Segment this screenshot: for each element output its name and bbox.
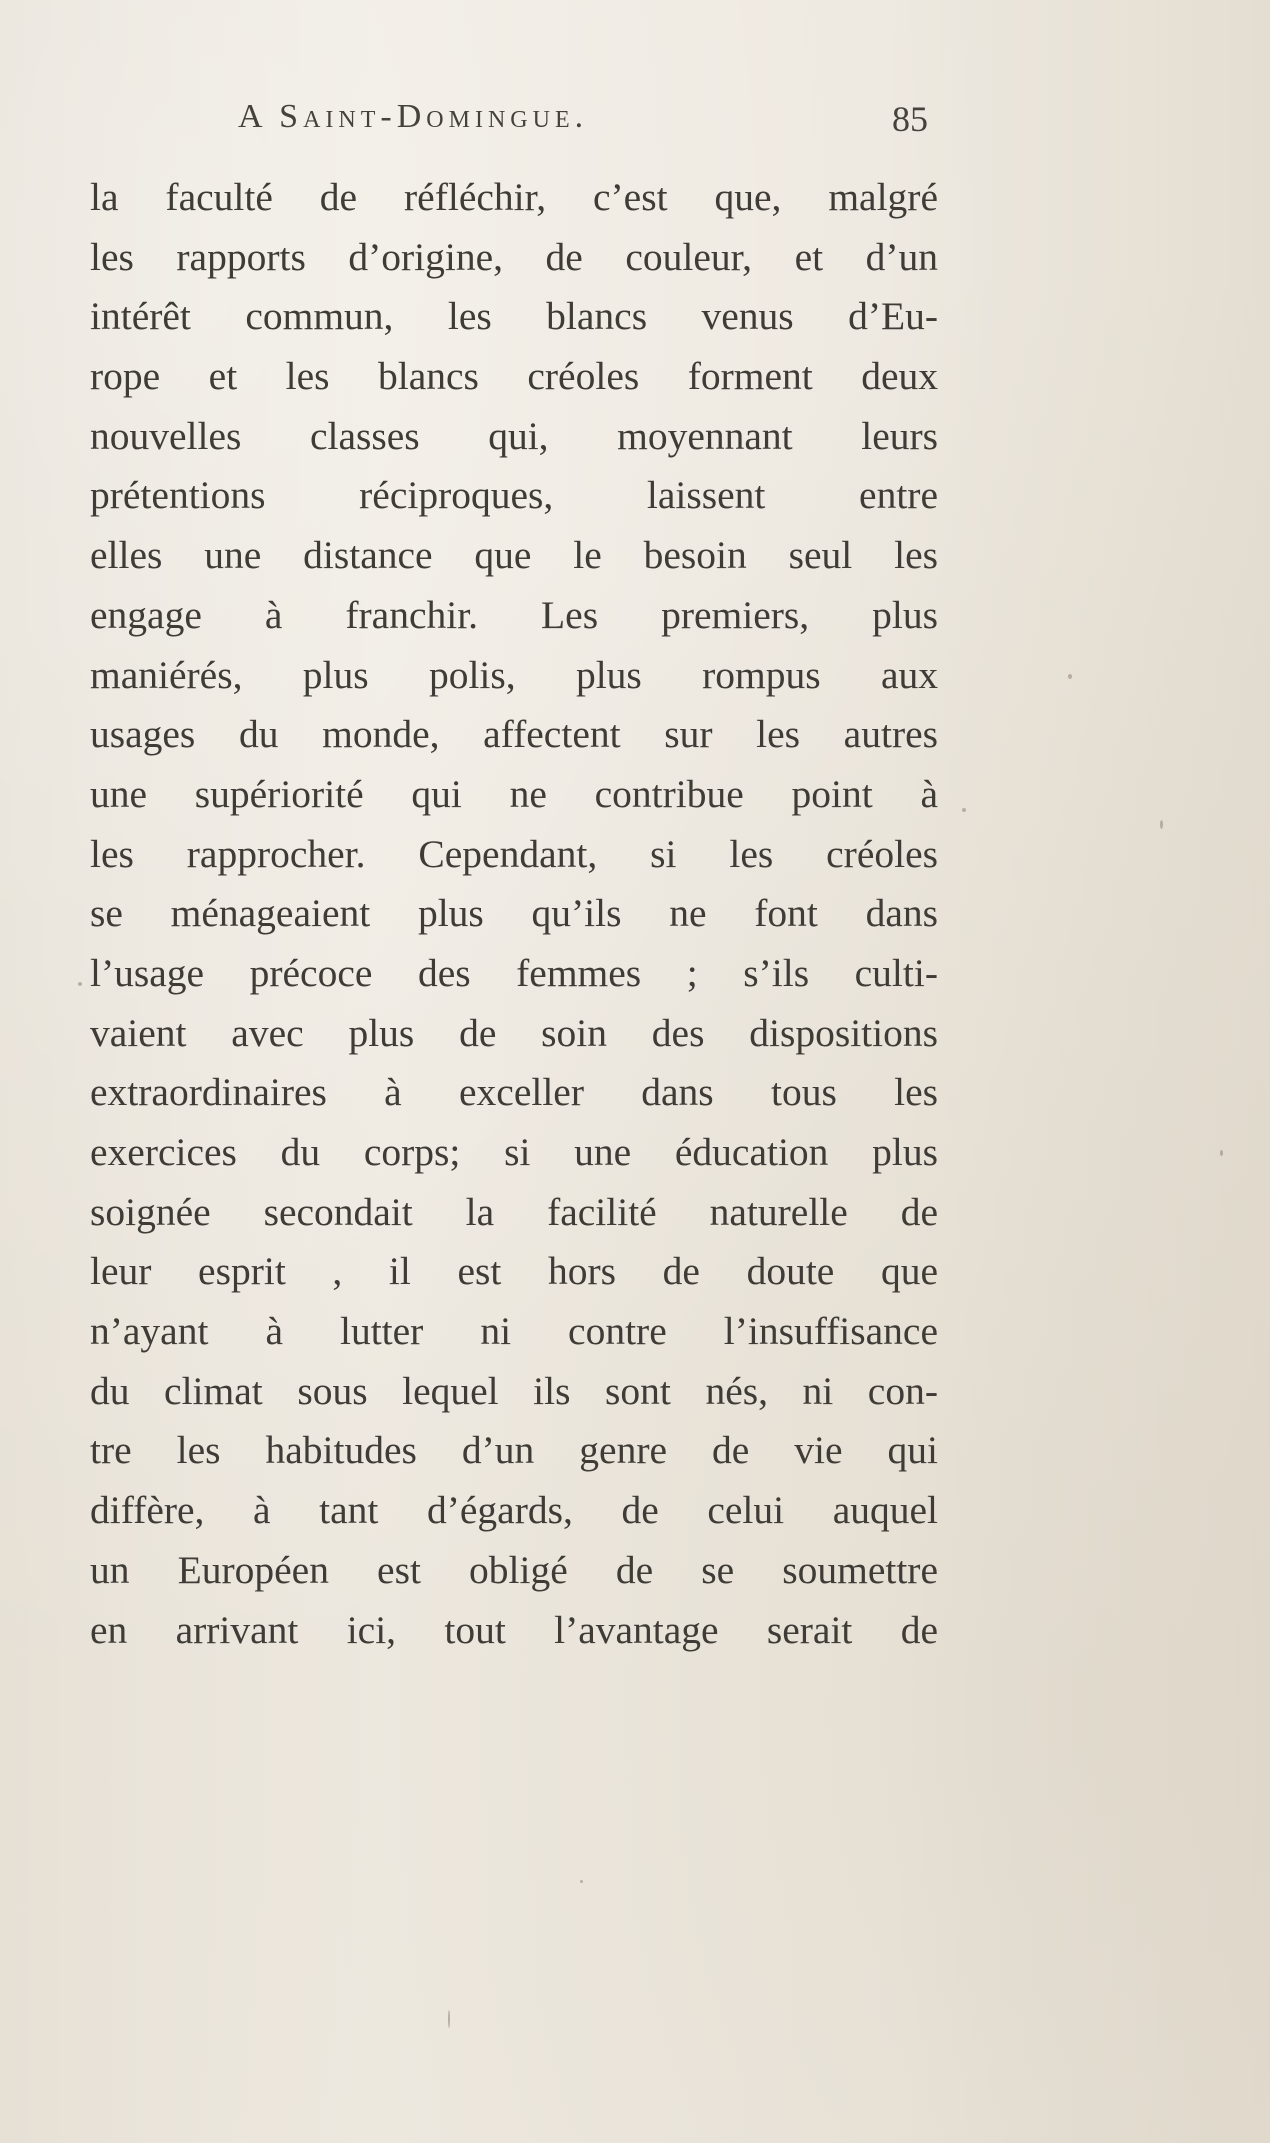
text-line: se ménageaient plus qu’ils ne font dans (90, 891, 938, 936)
text-line: vaient avec plus de soin des dispositions (90, 1010, 938, 1055)
text-line: la faculté de réfléchir, c’est que, malgré (90, 175, 938, 219)
paper-speck (1160, 820, 1163, 829)
text-line: les rapprocher. Cependant, si les créoles (90, 831, 938, 876)
text-line: n’ayant à lutter ni contre l’insuffisance (90, 1309, 938, 1354)
text-line: un Européen est obligé de se soumettre (90, 1547, 938, 1592)
paper-speck (580, 1880, 583, 1883)
text-line: engage à franchir. Les premiers, plus (90, 592, 938, 637)
text-line: elles une distance que le besoin seul les (90, 533, 938, 578)
text-line: intérêt commun, les blancs venus d’Eu- (90, 294, 938, 339)
text-line: prétentions réciproques, laissent entre (90, 473, 938, 518)
text-line: soignée secondait la facilité naturelle de (90, 1189, 938, 1234)
running-title: A Saint-Domingue. (238, 98, 589, 135)
paper-speck (1220, 1150, 1223, 1156)
text-line: usages du monde, affectent sur les autres (90, 712, 938, 757)
paper-speck (78, 982, 82, 986)
page-number: 85 (892, 99, 928, 139)
text-line: leur esprit , il est hors de doute que (90, 1249, 938, 1294)
paper-speck (448, 2010, 450, 2028)
text-line: extraordinaires à exceller dans tous les (90, 1070, 938, 1115)
text-line: une supériorité qui ne contribue point à (90, 771, 938, 816)
paper-speck (962, 808, 966, 812)
text-line: tre les habitudes d’un genre de vie qui (90, 1428, 938, 1473)
text-line: l’usage précoce des femmes ; s’ils culti- (90, 950, 938, 995)
text-line: en arrivant ici, tout l’avantage serait de (90, 1607, 938, 1652)
text-line: exercices du corps; si une éducation plus (90, 1130, 938, 1174)
text-line: les rapports d’origine, de couleur, et d’un (90, 234, 938, 279)
text-line: du climat sous lequel ils sont nés, ni con- (90, 1368, 938, 1413)
text-line: nouvelles classes qui, moyennant leurs (90, 413, 938, 458)
body-text (90, 168, 938, 1660)
text-line: maniérés, plus polis, plus rompus aux (90, 652, 938, 697)
text-line: diffère, à tant d’égards, de celui auquel (90, 1488, 938, 1533)
paper-speck (1068, 674, 1072, 679)
text-line: rope et les blancs créoles forment deux (90, 354, 938, 399)
running-head (238, 98, 928, 148)
